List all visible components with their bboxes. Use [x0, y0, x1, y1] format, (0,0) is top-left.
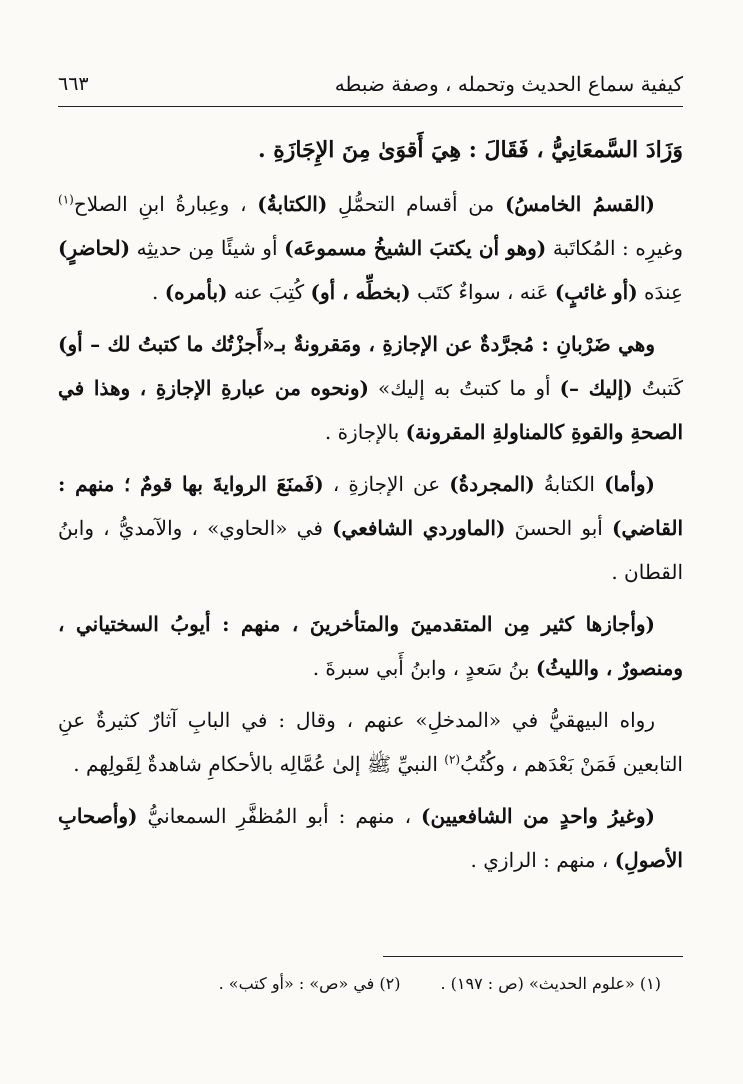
bold-phrase: (أو غائبٍ) [554, 280, 638, 304]
plain-phrase: كُتِبَ عنه [227, 280, 311, 304]
running-header [58, 62, 683, 107]
page-number: ٦٦٣ [58, 73, 89, 95]
bold-phrase: (بخطِّه ، أو) [310, 280, 411, 304]
bold-phrase: (فَمنَعَ الروايةَ بها قومٌ ؛ منهم : القاضي) [58, 472, 684, 540]
plain-phrase: ، وعِبارةُ ابنِ الصلاح [73, 192, 258, 216]
paragraph-3 [58, 322, 683, 454]
plain-phrase: أبو الحسنَ [505, 516, 613, 540]
plain-phrase: . [151, 280, 165, 304]
footnote-1: (١) «علوم الحديث» (ص : ١٩٧) . [440, 974, 661, 993]
paragraph-7 [58, 794, 683, 882]
plain-phrase: ، منهم : أبو المُظفَّرِ السمعانيُّ [137, 804, 422, 828]
plain-phrase: النبيِّ ﷺ إلىٰ عُمَّالِه بالأحكامِ شاهدةٌ لِقَولِهم . [73, 752, 445, 776]
page [58, 0, 683, 1084]
plain-phrase: الكتابةُ [534, 472, 605, 496]
bold-phrase: (لحاضرٍ) [58, 236, 131, 260]
bold-phrase: (وهو أن يكتبَ الشيخُ مسموعَه) [284, 236, 547, 260]
bold-phrase: (الماوردي الشافعي) [332, 516, 506, 540]
footnote-ref-2[interactable]: (٢) [444, 752, 461, 767]
bold-phrase: (القسمُ الخامسُ) [504, 192, 655, 216]
plain-phrase: عِندَه [637, 280, 683, 304]
footnote-divider [383, 956, 683, 957]
paragraph-1: وَزَادَ السَّمعَانِيُّ ، فَقَالَ : هِيَ أَقوَىٰ مِنَ الإِجَازَةِ . [257, 137, 683, 163]
bold-phrase: (بأمره) [164, 280, 228, 304]
bold-phrase: (وأجازها كثير مِن المتقدمينَ والمتأخرينَ ، منهم : أيوبُ السختياني ، ومنصورٌ ، والليثُ) [58, 612, 683, 680]
paragraph-5 [58, 602, 683, 690]
plain-phrase: في «الحاوي» ، والآمديُّ ، وابنُ القطان . [58, 516, 683, 584]
plain-phrase: ، منهم : الرازي . [470, 848, 615, 872]
plain-phrase: بنُ سَعدٍ ، وابنُ أَبي سبرةَ . [312, 656, 536, 680]
bold-phrase: (المجردةُ) [449, 472, 535, 496]
bold-phrase: (إليك –) [559, 376, 633, 400]
plain-phrase: من أقسام التحمُّلِ [327, 192, 505, 216]
plain-phrase: رواه البيهقيُّ في «المدخلِ» عنهم ، وقال : في البابِ آثارٌ كثيرةٌ عنِ التابعين فَمَنْ بَعْدَهم ، وكُتُبُ [58, 708, 683, 776]
footnote-2: (٢) في «ص» : «أو كتب» . [218, 974, 401, 993]
paragraph-6 [58, 698, 683, 786]
plain-phrase: كَتبتُ [632, 376, 683, 400]
footnotes [58, 974, 683, 993]
footnote-ref-1[interactable]: (١) [58, 192, 74, 207]
plain-phrase: أو ما كتبتُ به إليك» [368, 376, 560, 400]
bold-phrase: (وأصحابِ الأصولِ) [58, 804, 683, 872]
paragraph-2 [58, 182, 683, 314]
running-title: كيفية سماع الحديث وتحمله ، وصفة ضبطه [334, 72, 683, 96]
plain-phrase: وغيرِه : المُكاتَبة [546, 236, 684, 260]
plain-phrase: أو شيئًا مِن حديثِه [130, 236, 285, 260]
plain-phrase: عن الإجازةِ ، [323, 472, 450, 496]
bold-phrase: وهي ضَرْبانِ : مُجرَّدةٌ عن الإجازةِ ، ومَقرونةٌ بـ«أَجزْتُك ما كتبتُ لك – أو) [58, 332, 655, 356]
plain-phrase: عَنه ، سواءٌ كتَب [410, 280, 555, 304]
bold-phrase: (وغيرُ واحدٍ من الشافعيين) [421, 804, 655, 828]
main-text [58, 128, 683, 890]
paragraph-4 [58, 462, 683, 594]
plain-phrase: بالإجازة . [324, 420, 406, 444]
bold-phrase: (الكتابةُ) [257, 192, 328, 216]
bold-phrase: (وأما) [604, 472, 656, 496]
bold-phrase: (ونحوه من عبارةِ الإجازةِ ، وهذا في الصحةِ والقوةِ كالمناولةِ المقرونة) [58, 376, 683, 444]
